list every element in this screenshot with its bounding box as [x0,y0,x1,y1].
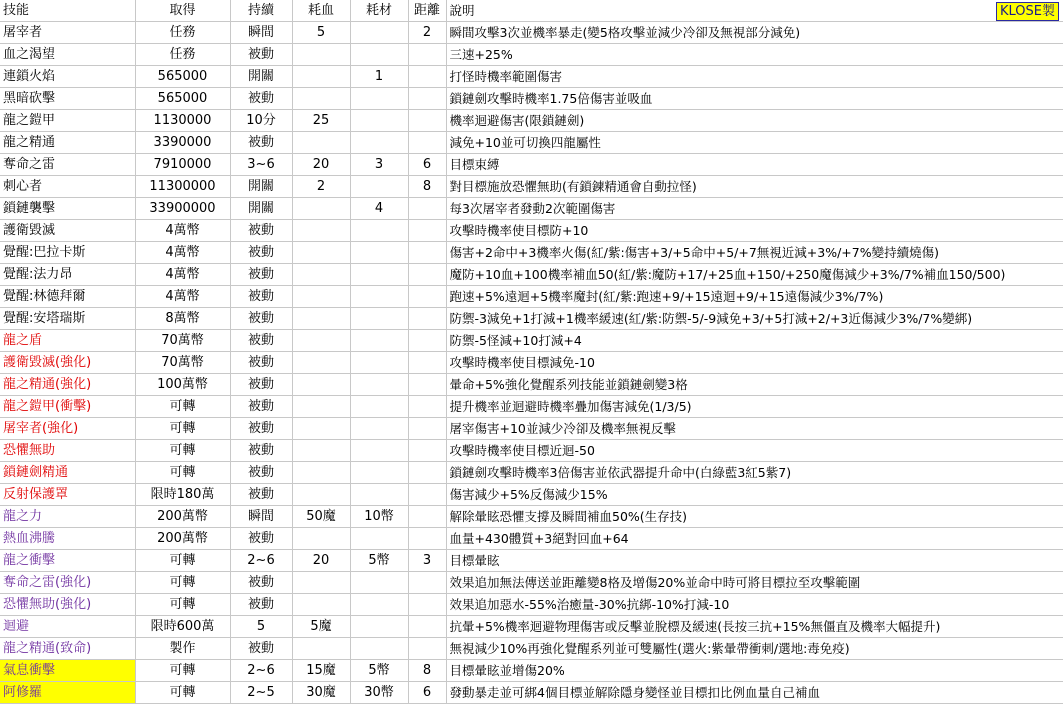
table-row [0,132,1063,154]
duration-cell[interactable]: 被動 [230,132,292,154]
skill-name-cell[interactable]: 龍之力 [0,506,135,528]
table-row [0,352,1063,374]
table-row [0,418,1063,440]
distance-cell[interactable] [408,44,446,66]
hp-cost-cell[interactable] [292,638,350,660]
table-row [0,616,1063,638]
acquire-cell[interactable]: 33900000 [135,198,230,220]
skill-name-cell[interactable]: 屠宰者 [0,22,135,44]
table-row [0,286,1063,308]
skill-name-cell[interactable]: 龍之精通(致命) [0,638,135,660]
distance-cell[interactable] [408,330,446,352]
hp-cost-cell[interactable] [292,418,350,440]
material-cost-cell[interactable] [350,264,408,286]
skill-name-cell[interactable]: 覺醒:安塔瑞斯 [0,308,135,330]
hp-cost-cell[interactable] [292,462,350,484]
table-row [0,594,1063,616]
duration-cell[interactable]: 被動 [230,462,292,484]
distance-cell[interactable] [408,198,446,220]
table-row [0,528,1063,550]
duration-cell[interactable]: 被動 [230,440,292,462]
skill-name-cell[interactable]: 龍之精通 [0,132,135,154]
material-cost-cell[interactable] [350,440,408,462]
skill-name-cell[interactable]: 刺心者 [0,176,135,198]
skill-name-cell[interactable]: 連鎖火焰 [0,66,135,88]
description-cell[interactable]: 魔防+10血+100機率補血50(紅/紫:魔防+17/+25血+150/+250魔傷減少+3%/7%補血150/500) [446,264,1063,286]
skill-name-cell[interactable]: 龍之精通(強化) [0,374,135,396]
hp-cost-cell[interactable] [292,44,350,66]
duration-cell[interactable]: 瞬間 [230,22,292,44]
description-cell[interactable]: 鎖鏈劍攻擊時機率1.75倍傷害並吸血 [446,88,1063,110]
table-row [0,22,1063,44]
material-cost-cell[interactable] [350,330,408,352]
header-row [0,0,1063,22]
distance-cell[interactable] [408,374,446,396]
hp-cost-cell[interactable]: 50魔 [292,506,350,528]
acquire-cell[interactable]: 製作 [135,638,230,660]
table-row [0,506,1063,528]
duration-cell[interactable]: 被動 [230,330,292,352]
description-cell[interactable]: 打怪時機率範圍傷害 [446,66,1063,88]
table-row [0,484,1063,506]
skill-name-cell[interactable]: 護衛毀滅(強化) [0,352,135,374]
acquire-cell[interactable]: 565000 [135,66,230,88]
skill-name-cell[interactable]: 護衛毀滅 [0,220,135,242]
distance-cell[interactable] [408,506,446,528]
hp-cost-cell[interactable] [292,132,350,154]
description-cell[interactable]: 防禦-3減免+1打減+1機率緩速(紅/紫:防禦-5/-9減免+3/+5打減+2/+3近傷減少3%/7%變綁) [446,308,1063,330]
duration-cell[interactable]: 10分 [230,110,292,132]
material-cost-cell[interactable]: 1 [350,66,408,88]
skill-name-cell[interactable]: 迴避 [0,616,135,638]
hp-cost-cell[interactable] [292,528,350,550]
description-cell[interactable]: 減免+10並可切換四龍屬性 [446,132,1063,154]
description-cell[interactable]: 三速+25% [446,44,1063,66]
hp-cost-cell[interactable]: 25 [292,110,350,132]
table-row [0,66,1063,88]
hp-cost-cell[interactable] [292,286,350,308]
duration-cell[interactable]: 被動 [230,308,292,330]
acquire-cell[interactable]: 限時180萬 [135,484,230,506]
hp-cost-cell[interactable] [292,330,350,352]
distance-cell[interactable] [408,440,446,462]
skill-name-cell[interactable]: 反射保護罩 [0,484,135,506]
material-cost-cell[interactable] [350,220,408,242]
material-cost-cell[interactable]: 10幣 [350,506,408,528]
table-row [0,198,1063,220]
header-description[interactable]: 說明 [446,0,1063,22]
distance-cell[interactable] [408,88,446,110]
acquire-cell[interactable]: 7910000 [135,154,230,176]
hp-cost-cell[interactable] [292,264,350,286]
description-cell[interactable]: 傷害減少+5%反傷減少15% [446,484,1063,506]
skill-name-cell[interactable]: 鎖鏈襲擊 [0,198,135,220]
duration-cell[interactable]: 5 [230,616,292,638]
header-name[interactable]: 技能 [0,0,135,22]
description-cell[interactable]: 目標束縛 [446,154,1063,176]
hp-cost-cell[interactable] [292,198,350,220]
hp-cost-cell[interactable]: 20 [292,154,350,176]
material-cost-cell[interactable]: 3 [350,154,408,176]
material-cost-cell[interactable] [350,484,408,506]
material-cost-cell[interactable] [350,396,408,418]
distance-cell[interactable] [408,308,446,330]
description-cell[interactable]: 提升機率並迴避時機率疊加傷害減免(1/3/5) [446,396,1063,418]
acquire-cell[interactable]: 8萬幣 [135,308,230,330]
description-cell[interactable]: 屠宰傷害+10並減少冷卻及機率無視反擊 [446,418,1063,440]
distance-cell[interactable] [408,242,446,264]
acquire-cell[interactable]: 可轉 [135,550,230,572]
material-cost-cell[interactable] [350,286,408,308]
description-cell[interactable]: 無視減少10%再強化覺醒系列並可雙屬性(選火:紫暈帶衝刺/選地:毒免疫) [446,638,1063,660]
description-cell[interactable]: 攻擊時機率使目標近迴-50 [446,440,1063,462]
distance-cell[interactable] [408,352,446,374]
table-row [0,44,1063,66]
distance-cell[interactable] [408,462,446,484]
acquire-cell[interactable]: 4萬幣 [135,220,230,242]
skill-name-cell[interactable]: 屠宰者(強化) [0,418,135,440]
hp-cost-cell[interactable] [292,242,350,264]
duration-cell[interactable]: 被動 [230,594,292,616]
table-row [0,638,1063,660]
acquire-cell[interactable]: 4萬幣 [135,264,230,286]
description-cell[interactable]: 攻擊時機率使目標減免-10 [446,352,1063,374]
distance-cell[interactable]: 8 [408,176,446,198]
description-cell[interactable]: 對目標施放恐懼無助(有鎖鍊精通會自動拉怪) [446,176,1063,198]
acquire-cell[interactable]: 可轉 [135,462,230,484]
distance-cell[interactable] [408,286,446,308]
material-cost-cell[interactable] [350,638,408,660]
material-cost-cell[interactable] [350,374,408,396]
skill-name-cell[interactable]: 奪命之雷 [0,154,135,176]
distance-cell[interactable] [408,66,446,88]
hp-cost-cell[interactable] [292,396,350,418]
distance-cell[interactable] [408,418,446,440]
hp-cost-cell[interactable]: 5 [292,22,350,44]
acquire-cell[interactable]: 100萬幣 [135,374,230,396]
description-cell[interactable]: 鎖鏈劍攻擊時機率3倍傷害並依武器提升命中(白綠藍3紅5紫7) [446,462,1063,484]
table-row [0,176,1063,198]
skill-name-cell[interactable]: 鎖鏈劍精通 [0,462,135,484]
acquire-cell[interactable]: 可轉 [135,594,230,616]
skill-name-cell[interactable]: 黑暗砍擊 [0,88,135,110]
acquire-cell[interactable]: 70萬幣 [135,330,230,352]
material-cost-cell[interactable] [350,594,408,616]
duration-cell[interactable]: 被動 [230,572,292,594]
duration-cell[interactable]: 被動 [230,242,292,264]
material-cost-cell[interactable]: 5幣 [350,550,408,572]
duration-cell[interactable]: 被動 [230,374,292,396]
table-row [0,682,1063,704]
acquire-cell[interactable]: 11300000 [135,176,230,198]
material-cost-cell[interactable] [350,176,408,198]
duration-cell[interactable]: 被動 [230,396,292,418]
skill-name-cell[interactable]: 恐懼無助 [0,440,135,462]
acquire-cell[interactable]: 任務 [135,22,230,44]
duration-cell[interactable]: 2~6 [230,550,292,572]
distance-cell[interactable]: 8 [408,660,446,682]
skill-name-cell[interactable]: 熱血沸騰 [0,528,135,550]
material-cost-cell[interactable] [350,308,408,330]
duration-cell[interactable]: 被動 [230,418,292,440]
material-cost-cell[interactable]: 5幣 [350,660,408,682]
description-cell[interactable]: 目標暈眩並增傷20% [446,660,1063,682]
material-cost-cell[interactable] [350,242,408,264]
table-row [0,572,1063,594]
header-hp[interactable]: 耗血 [292,0,350,22]
duration-cell[interactable]: 被動 [230,352,292,374]
description-cell[interactable]: 傷害+2命中+3機率火傷(紅/紫:傷害+3/+5命中+5/+7無視近減+3%/+7%變持續燒傷) [446,242,1063,264]
hp-cost-cell[interactable]: 30魔 [292,682,350,704]
acquire-cell[interactable]: 4萬幣 [135,286,230,308]
skill-name-cell[interactable]: 覺醒:法力昂 [0,264,135,286]
duration-cell[interactable]: 被動 [230,638,292,660]
distance-cell[interactable] [408,638,446,660]
duration-cell[interactable]: 被動 [230,484,292,506]
skill-name-cell[interactable]: 氣息衝擊 [0,660,135,682]
skill-name-cell[interactable]: 龍之鎧甲 [0,110,135,132]
description-cell[interactable]: 發動暴走並可綁4個目標並解除隱身變怪並目標扣比例血量自己補血 [446,682,1063,704]
header-duration[interactable]: 持續 [230,0,292,22]
distance-cell[interactable]: 2 [408,22,446,44]
table-row [0,242,1063,264]
acquire-cell[interactable]: 任務 [135,44,230,66]
description-cell[interactable]: 跑速+5%遠迴+5機率魔封(紅/紫:跑速+9/+15遠迴+9/+15遠傷減少3%/7%) [446,286,1063,308]
material-cost-cell[interactable] [350,418,408,440]
description-cell[interactable]: 瞬間攻擊3次並機率暴走(變5格攻擊並減少冷卻及無視部分減免) [446,22,1063,44]
hp-cost-cell[interactable]: 5魔 [292,616,350,638]
header-distance[interactable]: 距離 [408,0,446,22]
distance-cell[interactable] [408,572,446,594]
acquire-cell[interactable]: 200萬幣 [135,528,230,550]
material-cost-cell[interactable] [350,110,408,132]
skill-name-cell[interactable]: 阿修羅 [0,682,135,704]
distance-cell[interactable] [408,594,446,616]
duration-cell[interactable]: 瞬間 [230,506,292,528]
distance-cell[interactable] [408,220,446,242]
table-row [0,462,1063,484]
duration-cell[interactable]: 開關 [230,66,292,88]
description-cell[interactable]: 血量+430體質+3絕對回血+64 [446,528,1063,550]
material-cost-cell[interactable] [350,88,408,110]
material-cost-cell[interactable] [350,352,408,374]
distance-cell[interactable]: 3 [408,550,446,572]
description-cell[interactable]: 機率迴避傷害(限鎖鏈劍) [446,110,1063,132]
distance-cell[interactable] [408,528,446,550]
skill-name-cell[interactable]: 覺醒:巴拉卡斯 [0,242,135,264]
duration-cell[interactable]: 開關 [230,198,292,220]
distance-cell[interactable] [408,396,446,418]
table-row [0,440,1063,462]
distance-cell[interactable] [408,616,446,638]
acquire-cell[interactable]: 可轉 [135,682,230,704]
acquire-cell[interactable]: 限時600萬 [135,616,230,638]
skill-name-cell[interactable]: 覺醒:林德拜爾 [0,286,135,308]
duration-cell[interactable]: 被動 [230,44,292,66]
table-row [0,264,1063,286]
duration-cell[interactable]: 2~5 [230,682,292,704]
header-get[interactable]: 取得 [135,0,230,22]
acquire-cell[interactable]: 可轉 [135,440,230,462]
material-cost-cell[interactable] [350,572,408,594]
hp-cost-cell[interactable] [292,66,350,88]
table-row [0,88,1063,110]
material-cost-cell[interactable] [350,132,408,154]
acquire-cell[interactable]: 可轉 [135,572,230,594]
description-cell[interactable]: 攻擊時機率使目標防+10 [446,220,1063,242]
table-row [0,330,1063,352]
material-cost-cell[interactable] [350,44,408,66]
distance-cell[interactable] [408,110,446,132]
material-cost-cell[interactable]: 4 [350,198,408,220]
table-row [0,374,1063,396]
material-cost-cell[interactable] [350,616,408,638]
acquire-cell[interactable]: 可轉 [135,418,230,440]
acquire-cell[interactable]: 565000 [135,88,230,110]
duration-cell[interactable]: 3~6 [230,154,292,176]
acquire-cell[interactable]: 70萬幣 [135,352,230,374]
hp-cost-cell[interactable] [292,484,350,506]
hp-cost-cell[interactable] [292,220,350,242]
table-row [0,550,1063,572]
hp-cost-cell[interactable] [292,308,350,330]
table-row [0,660,1063,682]
skill-name-cell[interactable]: 血之渴望 [0,44,135,66]
hp-cost-cell[interactable]: 20 [292,550,350,572]
description-cell[interactable]: 抗暈+5%機率迴避物理傷害或反擊並脫標及緩速(長按三抗+15%無僵直及機率大幅提升) [446,616,1063,638]
duration-cell[interactable]: 開關 [230,176,292,198]
table-row [0,220,1063,242]
acquire-cell[interactable]: 200萬幣 [135,506,230,528]
duration-cell[interactable]: 被動 [230,528,292,550]
duration-cell[interactable]: 被動 [230,286,292,308]
distance-cell[interactable] [408,264,446,286]
description-cell[interactable]: 效果追加惡水-55%治癒量-30%抗綁-10%打減-10 [446,594,1063,616]
hp-cost-cell[interactable] [292,88,350,110]
duration-cell[interactable]: 被動 [230,264,292,286]
skill-name-cell[interactable]: 龍之衝擊 [0,550,135,572]
acquire-cell[interactable]: 可轉 [135,660,230,682]
skill-name-cell[interactable]: 恐懼無助(強化) [0,594,135,616]
table-row [0,154,1063,176]
hp-cost-cell[interactable] [292,374,350,396]
skill-name-cell[interactable]: 奪命之雷(強化) [0,572,135,594]
hp-cost-cell[interactable]: 15魔 [292,660,350,682]
distance-cell[interactable] [408,132,446,154]
table-row [0,110,1063,132]
hp-cost-cell[interactable]: 2 [292,176,350,198]
table-row [0,396,1063,418]
duration-cell[interactable]: 2~6 [230,660,292,682]
acquire-cell[interactable]: 4萬幣 [135,242,230,264]
description-cell[interactable]: 防禦-5怪減+10打減+4 [446,330,1063,352]
material-cost-cell[interactable]: 30幣 [350,682,408,704]
description-cell[interactable]: 解除暈眩恐懼支撐及瞬間補血50%(生存技) [446,506,1063,528]
distance-cell[interactable]: 6 [408,154,446,176]
material-cost-cell[interactable] [350,22,408,44]
description-cell[interactable]: 每3次屠宰者發動2次範圍傷害 [446,198,1063,220]
acquire-cell[interactable]: 1130000 [135,110,230,132]
hp-cost-cell[interactable] [292,594,350,616]
description-cell[interactable]: 效果追加無法傳送並距離變8格及增傷20%並命中時可將目標拉至攻擊範圍 [446,572,1063,594]
duration-cell[interactable]: 被動 [230,220,292,242]
hp-cost-cell[interactable] [292,572,350,594]
skill-name-cell[interactable]: 龍之盾 [0,330,135,352]
hp-cost-cell[interactable] [292,440,350,462]
acquire-cell[interactable]: 3390000 [135,132,230,154]
hp-cost-cell[interactable] [292,352,350,374]
duration-cell[interactable]: 被動 [230,88,292,110]
material-cost-cell[interactable] [350,462,408,484]
acquire-cell[interactable]: 可轉 [135,396,230,418]
distance-cell[interactable]: 6 [408,682,446,704]
table-row [0,308,1063,330]
description-cell[interactable]: 目標暈眩 [446,550,1063,572]
header-material[interactable]: 耗材 [350,0,408,22]
author-badge: KLOSE製 [996,2,1059,21]
material-cost-cell[interactable] [350,528,408,550]
description-cell[interactable]: 暈命+5%強化覺醒系列技能並鎖鏈劍變3格 [446,374,1063,396]
skill-name-cell[interactable]: 龍之鎧甲(衝擊) [0,396,135,418]
distance-cell[interactable] [408,484,446,506]
